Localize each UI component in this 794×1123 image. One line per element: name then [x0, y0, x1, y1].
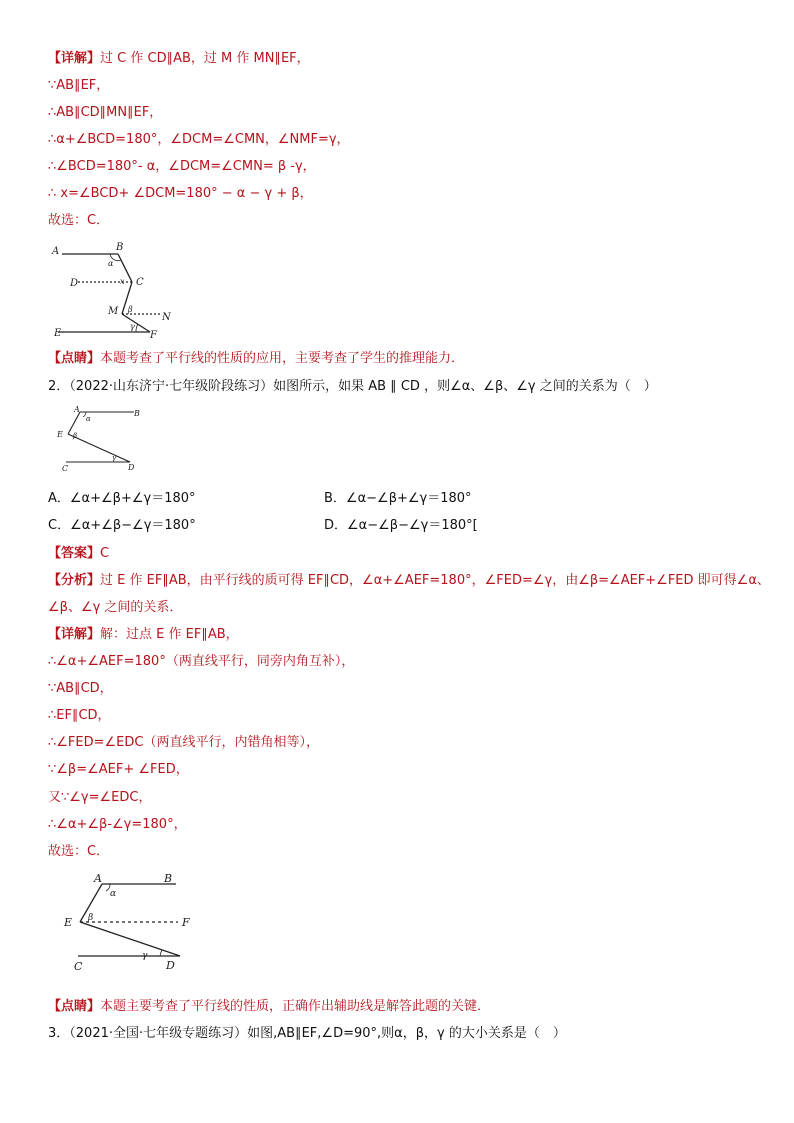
q2-fig1-label-beta: β [73, 432, 78, 440]
q2-option-d[interactable] [324, 517, 478, 535]
q2-fig1-label-c: C [62, 464, 69, 473]
q2-comment-label: 【点睛】 [48, 999, 101, 1014]
q2-fig2-label-d: D [166, 959, 175, 972]
q2-step-1: ∴∠α+∠AEF=180°（两直线平行，同旁内角互补）， [48, 654, 355, 669]
q2-option-d-key: D． [324, 518, 348, 533]
q2-option-b-key: B． [324, 491, 346, 506]
q2-step-3: ∴EF∥CD， [48, 708, 111, 723]
q2-answer-value: C [100, 546, 110, 561]
q2-fig2-label-a: A [94, 872, 102, 885]
q2-fig2-label-c: C [74, 960, 83, 973]
q2-question: 如图所示，如果 AB ∥ CD ，则∠α、∠β、∠γ 之间的关系为（ ） [273, 379, 657, 394]
q1-fig-label-c: C [136, 277, 144, 288]
q2-figure-1 [52, 404, 142, 476]
q1-comment-text: 本题考查了平行线的性质的应用，主要考查了学生的推理能力． [100, 351, 465, 366]
q1-comment-line [48, 350, 464, 368]
q2-figure-2 [58, 870, 198, 980]
q2-answer-line: 故选：C． [48, 844, 110, 859]
q2-option-c-text: ∠α+∠β−∠γ＝180° [70, 518, 196, 533]
q1-fig-label-f: F [150, 330, 157, 341]
q1-fig-label-e: E [54, 328, 62, 339]
q1-step-2: ∴AB∥CD∥MN∥EF， [48, 105, 163, 120]
q2-step-4: ∴∠FED=∠EDC（两直线平行，内错角相等）， [48, 735, 319, 750]
q2-step-2: ∵AB∥CD， [48, 681, 113, 696]
q1-fig-label-gamma: γ [130, 322, 135, 331]
q1-detail-label: 【详解】 [48, 51, 101, 66]
q1-answer-line: 故选：C． [48, 213, 110, 228]
q2-fig1-label-a: A [74, 405, 80, 414]
q2-option-d-text: ∠α−∠β−∠γ＝180°[ [347, 518, 478, 533]
q2-source: （2022·山东济宁·七年级阶段练习） [69, 379, 274, 394]
q2-analysis-label: 【分析】 [48, 573, 101, 588]
q1-fig-label-b: B [116, 242, 124, 253]
q2-fig2-label-f: F [182, 916, 190, 929]
q3-source: （2021·全国·七年级专题练习） [69, 1026, 248, 1041]
q3-question: 如图,AB∥EF,∠D=90°,则α，β，γ 的大小关系是（ ） [247, 1026, 566, 1041]
q2-step-7: ∴∠α+∠β-∠γ=180°， [48, 817, 187, 832]
q2-detail-line [48, 626, 239, 644]
q1-fig-label-a: A [52, 246, 60, 257]
q2-fig1-label-gamma: γ [112, 454, 117, 462]
q1-comment-label: 【点睛】 [48, 351, 101, 366]
q2-number: 2． [48, 379, 70, 394]
q1-fig-label-d: D [70, 278, 79, 289]
q1-step-3: ∴α+∠BCD=180°，∠DCM=∠CMN，∠NMF=γ， [48, 132, 350, 147]
q2-fig1-label-e: E [57, 430, 63, 439]
q2-fig1-label-b: B [134, 409, 140, 418]
q2-option-a[interactable] [48, 490, 196, 508]
q2-fig2-label-gamma: γ [142, 951, 148, 961]
q2-fig1-label-alpha: α [86, 415, 91, 423]
q1-fig-label-n: N [162, 312, 171, 323]
q2-fig2-label-b: B [164, 872, 173, 885]
q2-detail-label: 【详解】 [48, 627, 101, 642]
q2-answer [48, 545, 109, 563]
q1-fig-label-x: x [120, 277, 125, 286]
q2-fig1-label-d: D [128, 463, 135, 472]
q2-comment-text: 本题主要考查了平行线的性质，正确作出辅助线是解答此题的关键． [100, 999, 491, 1014]
q2-fig2-label-e: E [64, 916, 73, 929]
q1-detail-text: 过 C 作 CD∥AB，过 M 作 MN∥EF， [100, 51, 310, 66]
q3-number: 3． [48, 1026, 70, 1041]
q1-step-1: ∵AB∥EF， [48, 78, 110, 93]
q2-option-c[interactable] [48, 517, 196, 535]
q2-analysis-text-1: 过 E 作 EF∥AB，由平行线的质可得 EF∥CD，∠α+∠AEF=180°，∠FED=∠γ，由∠β=∠AEF+∠FED 即可得∠α、 [100, 573, 770, 588]
q2-step-6: 又∵∠γ=∠EDC， [48, 790, 152, 805]
q3-question-line [48, 1025, 566, 1043]
q2-option-a-key: A． [48, 491, 70, 506]
q2-comment-line [48, 998, 490, 1016]
q2-step-5: ∵∠β=∠AEF+ ∠FED， [48, 762, 189, 777]
q2-detail-text: 解：过点 E 作 EF∥AB， [100, 627, 239, 642]
q1-step-4: ∴∠BCD=180°- α，∠DCM=∠CMN= β -γ， [48, 159, 316, 174]
q1-step-5: ∴ x=∠BCD+ ∠DCM=180° − α − γ + β， [48, 186, 313, 201]
q2-option-b[interactable] [324, 490, 472, 508]
q1-figure [48, 238, 188, 342]
q2-option-b-text: ∠α−∠β+∠γ＝180° [345, 491, 472, 506]
q2-analysis-line-2: ∠β、∠γ 之间的关系． [48, 600, 183, 615]
q1-fig-label-beta: β [128, 305, 133, 314]
q2-option-a-text: ∠α+∠β+∠γ＝180° [69, 491, 196, 506]
q2-fig2-label-beta: β [88, 913, 94, 923]
q2-question-line [48, 378, 657, 396]
q2-fig2-label-alpha: α [110, 889, 117, 899]
q2-analysis-line-1 [48, 572, 770, 590]
q1-fig-label-m: M [108, 306, 119, 317]
q2-option-c-key: C． [48, 518, 71, 533]
q2-answer-label: 【答案】 [48, 546, 101, 561]
q1-fig-label-alpha: α [108, 259, 114, 268]
q1-detail-line [48, 50, 310, 68]
